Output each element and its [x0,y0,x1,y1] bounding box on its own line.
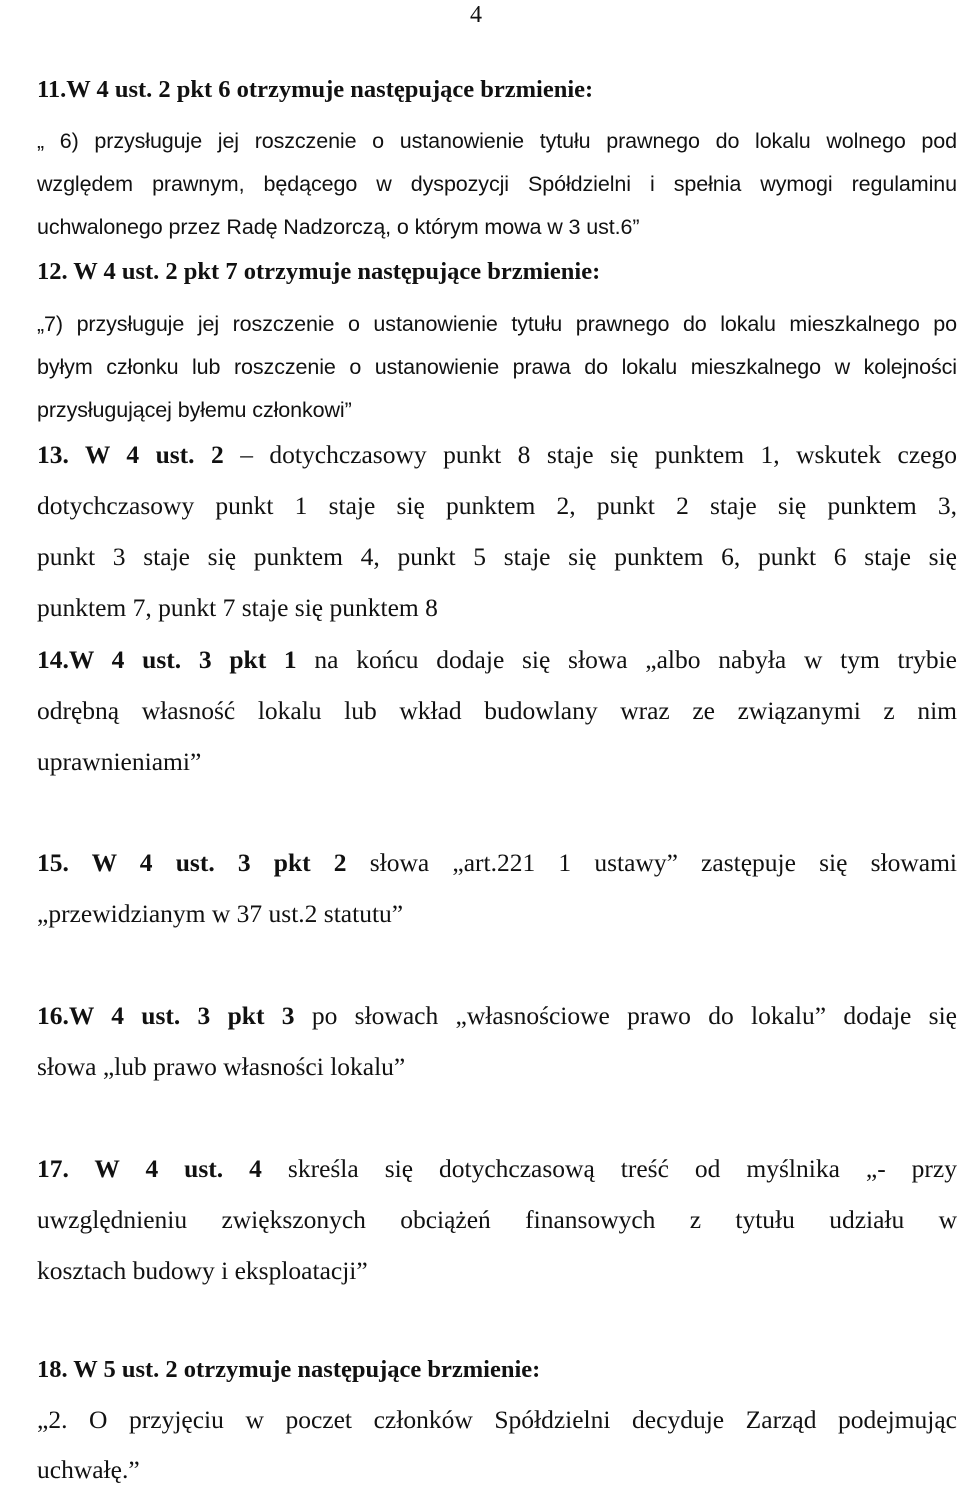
amendment-12-line-3: przysługującej byłemu członkowi” [37,398,352,422]
amendment-13-line-1 [37,429,957,480]
amendment-11-line-3: uchwalonego przez Radę Nadzorczą, o którym mowa w 3 ust.6” [37,215,640,239]
amendment-15 [37,837,957,939]
amendment-13 [37,429,957,633]
amendment-13-line-1-text: – dotychczasowy punkt 8 staje się punktem 1, wskutek czego [223,440,957,469]
amendment-11-heading: 11.W 4 ust. 2 pkt 6 otrzymuje następujące brzmienie: [37,76,594,103]
amendment-13-line-2: dotychczasowy punkt 1 staje się punktem 2, punkt 2 staje się punktem 3, [37,491,957,520]
amendment-11 [37,70,957,249]
amendment-17-line-1-text: skreśla się dotychczasową treść od myślnika „- przy [261,1154,957,1183]
amendment-16-line-2: słowa „lub prawo własności lokalu” [37,1052,406,1081]
amendment-11-line-2: względem prawnym, będącego w dyspozycji Spółdzielni i spełnia wymogi regulaminu [37,172,957,196]
amendment-14-line-2: odrębną własność lokalu lub wkład budowlany wraz ze związanymi z nim [37,696,957,725]
amendment-16-line-1-text: po słowach „własnościowe prawo do lokalu” dodaje się [294,1001,957,1030]
amendment-16-line-1 [37,990,957,1041]
amendment-17-lead: 17. W 4 ust. 4 [37,1154,262,1183]
amendment-17-line-1 [37,1143,957,1194]
page-number: 4 [470,2,482,28]
amendment-13-line-4: punktem 7, punkt 7 staje się punktem 8 [37,593,438,622]
amendment-13-line-3: punkt 3 staje się punktem 4, punkt 5 staje się punktem 6, punkt 6 staje się [37,542,957,571]
amendment-11-line-1: „ 6) przysługuje jej roszczenie o ustanowienie tytułu prawnego do lokalu wolnego pod [37,129,957,153]
amendment-15-lead: 15. W 4 ust. 3 pkt 2 [37,848,347,877]
amendment-18 [37,1344,957,1495]
amendment-14-lead: 14.W 4 ust. 3 pkt 1 [37,645,297,674]
amendment-12-heading: 12. W 4 ust. 2 pkt 7 otrzymuje następujące brzmienie: [37,258,601,285]
amendment-14-line-1 [37,634,957,685]
amendment-12 [37,252,957,432]
amendment-14 [37,634,957,787]
amendment-12-line-1: „7) przysługuje jej roszczenie o ustanowienie tytułu prawnego do lokalu mieszkalnego po [37,312,957,336]
amendment-13-lead: 13. W 4 ust. 2 [37,440,224,469]
amendment-14-line-1-text: na końcu dodaje się słowa „albo nabyła w tym trybie [296,645,957,674]
amendment-17-line-3: kosztach budowy i eksploatacji” [37,1256,368,1285]
amendment-15-line-1 [37,837,957,888]
amendment-18-heading: 18. W 5 ust. 2 otrzymuje następujące brzmienie: [37,1356,541,1383]
amendment-12-line-2: byłym członku lub roszczenie o ustanowienie prawa do lokalu mieszkalnego w kolejności [37,355,957,379]
amendment-16-lead: 16.W 4 ust. 3 pkt 3 [37,1001,295,1030]
amendment-18-line-1: „2. O przyjęciu w poczet członków Spółdzielni decyduje Zarząd podejmując [37,1405,957,1434]
amendment-16 [37,990,957,1092]
amendment-17-line-2: uwzględnieniu zwiększonych obciążeń finansowych z tytułu udziału w [37,1205,957,1234]
amendment-14-line-3: uprawnieniami” [37,747,202,776]
amendment-15-line-1-text: słowa „art.221 1 ustawy” zastępuje się słowami [346,848,957,877]
amendment-17 [37,1143,957,1296]
amendment-15-line-2: „przewidzianym w 37 ust.2 statutu” [37,899,404,928]
amendment-18-line-2: uchwałę.” [37,1455,140,1484]
